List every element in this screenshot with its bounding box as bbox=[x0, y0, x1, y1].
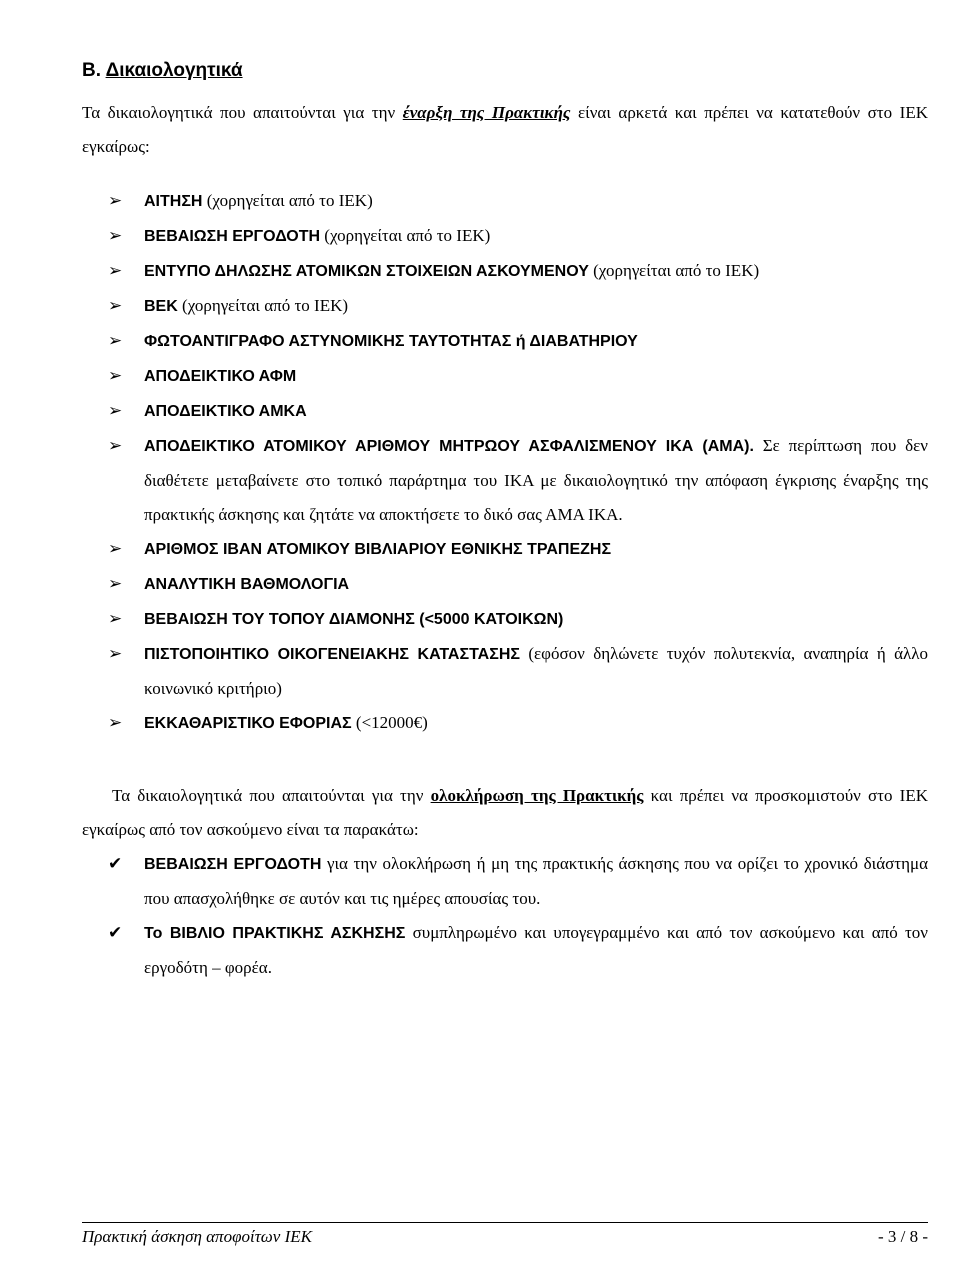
item-title: ΑΙΤΗΣΗ bbox=[144, 193, 203, 210]
completion-paragraph bbox=[82, 779, 928, 847]
arrow-bullet-icon: ➢ bbox=[108, 366, 123, 386]
page-footer bbox=[82, 1222, 928, 1246]
list-item bbox=[82, 602, 928, 637]
arrow-bullet-icon: ➢ bbox=[108, 191, 123, 211]
checkmark-icon: ✔ bbox=[108, 854, 123, 874]
item-title: ΑΝΑΛΥΤΙΚΗ ΒΑΘΜΟΛΟΓΙΑ bbox=[144, 576, 350, 593]
item-description: Σε περίπτωση που δεν διαθέτετε μεταβαίνετε στο τοπικό παράρτημα του ΙΚΑ με δικαιολογητικό την απόφαση έγκρισης έναρξης της πρακτικής άσκησης και ζητάτε να αποκτήσετε το δικό σας ΑΜΑ ΙΚΑ. bbox=[144, 436, 928, 524]
list-item bbox=[82, 637, 928, 706]
completion-text-before: Τα δικαιολογητικά που απαιτούνται για την bbox=[112, 786, 431, 805]
item-title: ΒΕΚ bbox=[144, 298, 178, 315]
start-documents-list bbox=[82, 184, 928, 741]
completion-documents-list bbox=[82, 847, 928, 985]
completion-section bbox=[82, 779, 928, 985]
item-title: ΒΕΒΑΙΩΣΗ ΕΡΓΟΔΟΤΗ bbox=[144, 856, 322, 873]
list-item bbox=[82, 324, 928, 359]
list-item bbox=[82, 184, 928, 219]
arrow-bullet-icon: ➢ bbox=[108, 609, 123, 629]
list-item bbox=[82, 289, 928, 324]
item-title: ΕΝΤΥΠΟ ΔΗΛΩΣΗΣ ΑΤΟΜΙΚΩΝ ΣΤΟΙΧΕΙΩΝ ΑΣΚΟΥΜΕΝΟΥ bbox=[144, 263, 589, 280]
arrow-bullet-icon: ➢ bbox=[108, 261, 123, 281]
list-item bbox=[82, 847, 928, 916]
item-title: ΕΚΚΑΘΑΡΙΣΤΙΚΟ ΕΦΟΡΙΑΣ bbox=[144, 715, 352, 732]
section-heading bbox=[82, 60, 928, 82]
arrow-bullet-icon: ➢ bbox=[108, 436, 123, 456]
arrow-bullet-icon: ➢ bbox=[108, 296, 123, 316]
list-item bbox=[82, 429, 928, 532]
list-item bbox=[82, 359, 928, 394]
arrow-bullet-icon: ➢ bbox=[108, 226, 123, 246]
item-description: (εφόσον δηλώνετε τυχόν πολυτεκνία, αναπηρία ή άλλο κοινωνικό κριτήριο) bbox=[144, 644, 928, 698]
item-title: ΠΙΣΤΟΠΟΙΗΤΙΚΟ ΟΙΚΟΓΕΝΕΙΑΚΗΣ ΚΑΤΑΣΤΑΣΗΣ bbox=[144, 646, 520, 663]
item-title: ΒΕΒΑΙΩΣΗ ΕΡΓΟΔΟΤΗ bbox=[144, 228, 321, 245]
intro-text-before: Τα δικαιολογητικά που απαιτούνται για την bbox=[82, 103, 403, 122]
item-title: ΑΠΟΔΕΙΚΤΙΚΟ ΑΤΟΜΙΚΟΥ ΑΡΙΘΜΟΥ ΜΗΤΡΩΟΥ ΑΣΦΑΛΙΣΜΕΝΟΥ ΙΚΑ (ΑΜΑ). bbox=[144, 438, 754, 455]
item-description: (<12000€) bbox=[351, 713, 428, 732]
item-description: συμπληρωμένο και υπογεγραμμένο και από τον ασκούμενο και από τον εργοδότη – φορέα. bbox=[144, 923, 928, 977]
list-item bbox=[82, 532, 928, 567]
section-title: Δικαιολογητικά bbox=[105, 60, 243, 81]
section-prefix: Β. bbox=[82, 60, 101, 81]
arrow-bullet-icon: ➢ bbox=[108, 331, 123, 351]
intro-text-after: είναι αρκετά και πρέπει να κατατεθούν στο ΙΕΚ εγκαίρως: bbox=[82, 103, 928, 156]
footer-title: Πρακτική άσκηση αποφοίτων ΙΕΚ bbox=[82, 1227, 312, 1246]
arrow-bullet-icon: ➢ bbox=[108, 539, 123, 559]
item-description: (χορηγείται από το ΙΕΚ) bbox=[320, 226, 491, 245]
item-description: (χορηγείται από το ΙΕΚ) bbox=[588, 261, 760, 280]
document-page bbox=[82, 60, 928, 985]
arrow-bullet-icon: ➢ bbox=[108, 574, 123, 594]
item-title: ΑΠΟΔΕΙΚΤΙΚΟ ΑΦΜ bbox=[144, 368, 297, 385]
list-item bbox=[82, 916, 928, 985]
item-title: ΒΕΒΑΙΩΣΗ ΤΟΥ ΤΟΠΟΥ ΔΙΑΜΟΝΗΣ (<5000 ΚΑΤΟΙΚΩΝ) bbox=[144, 611, 564, 628]
arrow-bullet-icon: ➢ bbox=[108, 713, 123, 733]
list-item bbox=[82, 394, 928, 429]
item-description: για την ολοκλήρωση ή μη της πρακτικής άσκησης που να ορίζει το χρονικό διάστημα που απασχολήθηκε σε αυτόν και τις ημέρες απουσίας του. bbox=[144, 854, 929, 908]
item-description: (χορηγείται από το ΙΕΚ) bbox=[202, 191, 373, 210]
item-title: ΦΩΤΟΑΝΤΙΓΡΑΦΟ ΑΣΤΥΝΟΜΙΚΗΣ ΤΑΥΤΟΤΗΤΑΣ ή ΔΙΑΒΑΤΗΡΙΟΥ bbox=[144, 333, 638, 350]
list-item bbox=[82, 254, 928, 289]
item-title: ΑΡΙΘΜΟΣ IBAN ΑΤΟΜΙΚΟΥ ΒΙΒΛΙΑΡΙΟΥ ΕΘΝΙΚΗΣ ΤΡΑΠΕΖΗΣ bbox=[144, 541, 612, 558]
completion-text-after: και πρέπει να προσκομιστούν στο ΙΕΚ εγκαίρως από τον ασκούμενο είναι τα παρακάτω: bbox=[82, 786, 928, 839]
item-title: ΑΠΟΔΕΙΚΤΙΚΟ ΑΜΚΑ bbox=[144, 403, 307, 420]
list-item bbox=[82, 706, 928, 741]
intro-emphasis: έναρξη της Πρακτικής bbox=[402, 103, 571, 122]
page-number: - 3 / 8 - bbox=[877, 1227, 928, 1246]
arrow-bullet-icon: ➢ bbox=[108, 644, 123, 664]
list-item bbox=[82, 567, 928, 602]
item-description: (χορηγείται από το ΙΕΚ) bbox=[177, 296, 349, 315]
intro-paragraph bbox=[82, 96, 928, 164]
item-title: Το ΒΙΒΛΙΟ ΠΡΑΚΤΙΚΗΣ ΑΣΚΗΣΗΣ bbox=[144, 925, 406, 942]
checkmark-icon: ✔ bbox=[108, 923, 123, 943]
arrow-bullet-icon: ➢ bbox=[108, 401, 123, 421]
completion-emphasis: ολοκλήρωση της Πρακτικής bbox=[430, 786, 644, 805]
list-item bbox=[82, 219, 928, 254]
